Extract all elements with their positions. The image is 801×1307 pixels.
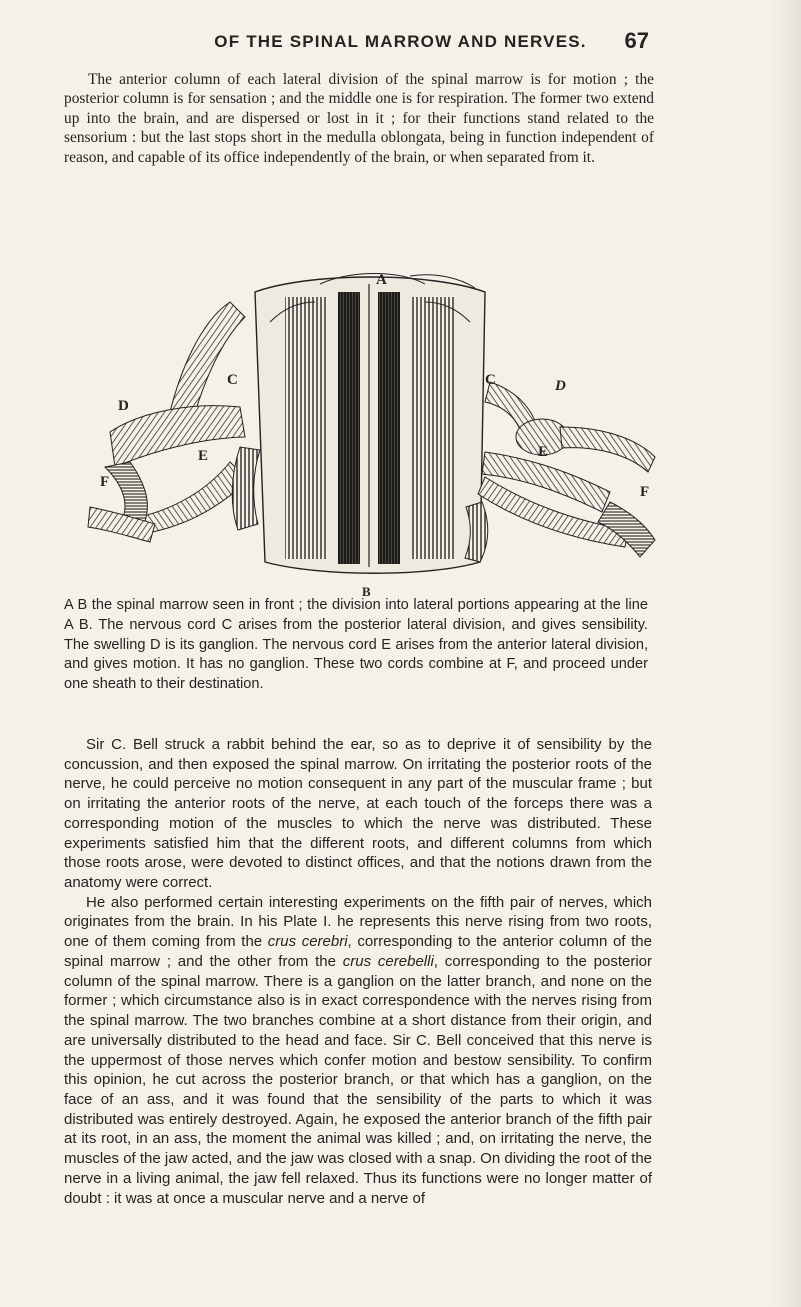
intro-paragraph: The anterior column of each lateral division of the spinal marrow is for motion ; the posterior column is for sensation ; and the middle one is for respiration. The former two extend up into the brain, and are dispersed or lost in it ; for their functions stand related to the sensorium : but the last stops short in the medulla oblongata, being in function independent of reason, and capable of its office independently of the brain, or when separated from it. [64,71,654,166]
figure-label-a: A [376,272,387,288]
body-text [64,735,652,1208]
body-paragraph-2-part-b: , corresponding to the anterior column of the spinal marrow ; and the other from the [64,933,652,970]
figure-caption: A B the spinal marrow seen in front ; the division into lateral portions appearing at the line A B. The nervous cord C arises from the posterior lateral division, and gives sensibility. The swelling D is its ganglion. The nervous cord E arises from the anterior lateral division, and gives motion. It has no ganglion. These two cords combine at F, and proceed under one sheath to their destination. [64,597,648,693]
figure-label-d-right: D [555,378,566,394]
running-title: OF THE SPINAL MARROW AND NERVES. [214,32,587,51]
term-crus-cerebelli: crus cerebelli [342,952,434,970]
term-crus-cerebri: crus cerebri [267,933,348,951]
figure-label-e-right: E [538,444,549,460]
page-number: 67 [624,28,649,53]
figure-label-d-left: D [118,398,129,414]
figure-label-e-left: E [198,448,209,464]
page-edge-shadow [771,0,801,1307]
body-paragraph-1: Sir C. Bell struck a rabbit behind the ear, so as to deprive it of sensibility by the concussion, and then exposed the spinal marrow. On irritating the posterior roots of the nerve, he could perceive no motion consequent in any part of the muscular frame ; but on irritating the anterior roots of the nerve, at each touch of the forceps there was a corresponding motion of the muscles to which the nerve was distributed. These experiments satisfied him that the different roots, and different columns from which those roots arose, were devoted to distinct offices, and that the notions drawn from the anatomy were correct. [64,736,652,892]
body-paragraph-2 [64,893,652,1209]
figure-label-c-right: C [485,372,496,388]
figure-label-c-left: C [227,372,238,388]
figure-label-f-left: F [100,474,110,490]
body-paragraph-2-part-c: , corresponding to the posterior column of the spinal marrow. There is a ganglion on the latter branch, and none on the former ; which circumstance also is in exact correspondence with the nerves rising from the spinal marrow. The two branches combine at a short distance from their origin, and are universally distributed to the head and face. Sir C. Bell conceived that this nerve is the uppermost of those nerves which confer motion and bestow sensibility. To confirm this opinion, he cut across the posterior branch, or that which has a ganglion, on the face of an ass, and it was found that the sensibility of the parts to which it was distributed was entirely destroyed. Again, he exposed the anterior branch of the fifth pair at its root, in an ass, the moment the animal was killed ; and, on irritating the nerve, the muscles of the jaw acted, and the jaw was closed with a snap. On dividing the root of the nerve in a living animal, the jaw fell relaxed. Thus its functions were no longer matter of doubt : it was at once a muscular nerve and a nerve of [64,952,652,1207]
figure-label-b: B [362,584,371,599]
figure-label-f-right: F [640,484,650,500]
body-paragraph-2-part-a: He also performed certain interesting experiments on the fifth pair of nerves, which originates from the brain. In his Plate I. he represents this nerve rising from two roots, one of them coming from the [64,893,652,951]
